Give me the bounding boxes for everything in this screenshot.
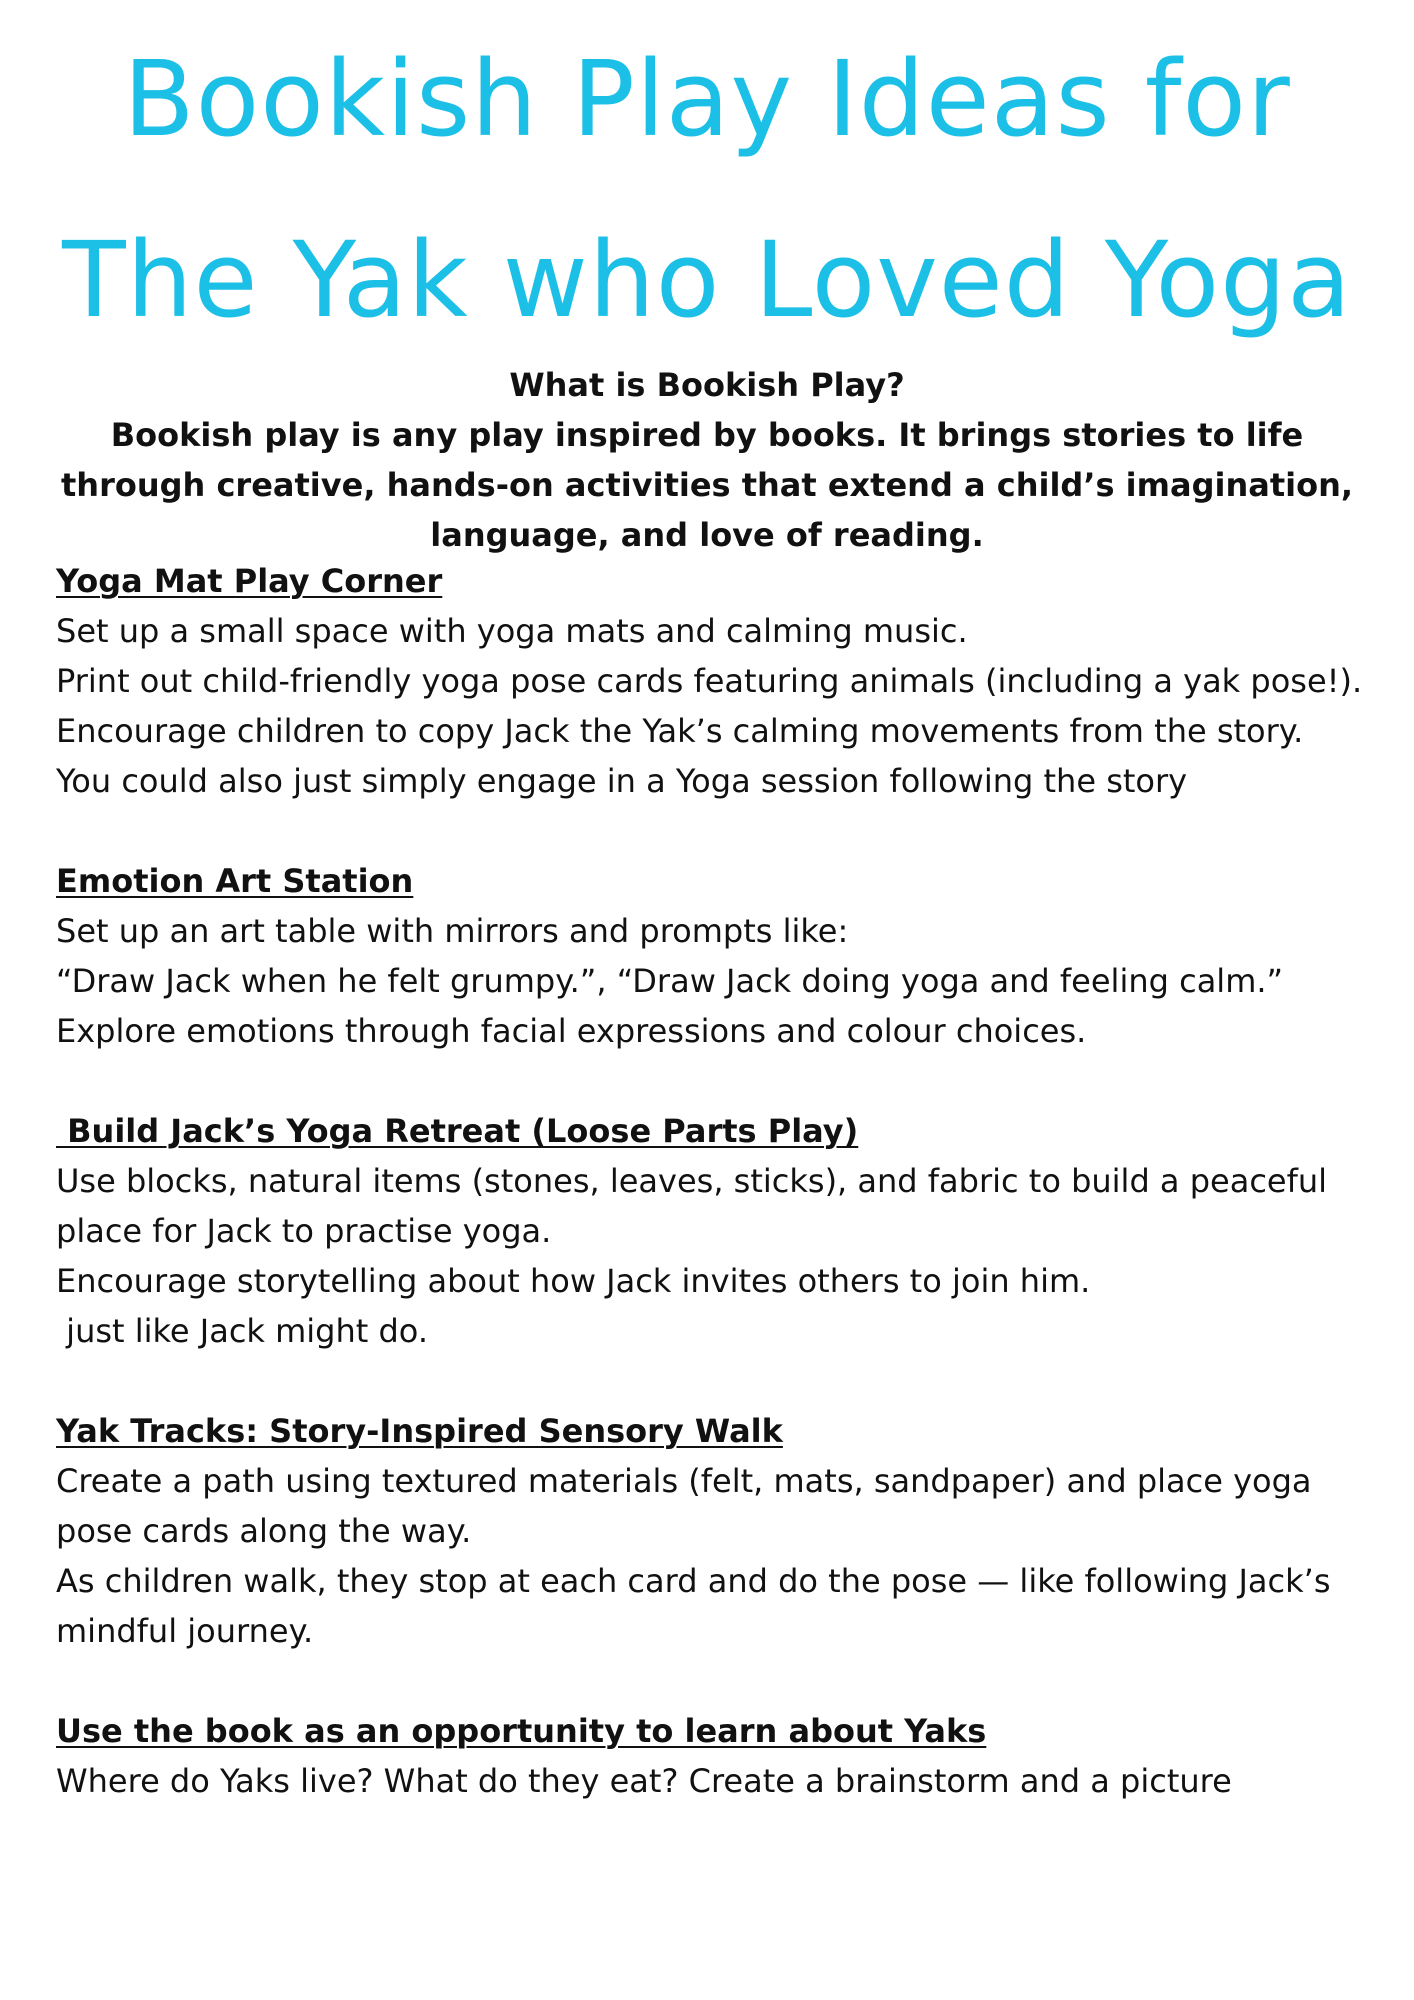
section-heading: Yak Tracks: Story-Inspired Sensory Walk [56,1412,783,1450]
section-line: Encourage children to copy Jack the Yak’s calming movements from the story. [56,712,1304,750]
section-line: Explore emotions through facial expressions and colour choices. [56,1012,1087,1050]
section-line: “Draw Jack when he felt grumpy.”, “Draw Jack doing yoga and feeling calm.” [56,962,1284,1000]
section-yak-tracks-sensory-walk [56,1406,1366,1656]
activity-list [56,556,1366,1856]
title-line-2: The Yak who Loved Yoga [62,219,1352,341]
section-yoga-mat-play-corner [56,556,1366,806]
section-line: Use blocks, natural items (stones, leaves, sticks), and fabric to build a peaceful place for Jack to practise yoga. [56,1162,1328,1250]
title-line-1: Bookish Play Ideas for [123,38,1291,160]
section-heading: Build Jack’s Yoga Retreat (Loose Parts Play) [56,1112,859,1150]
section-line: Print out child-friendly yoga pose cards featuring animals (including a yak pose!). [56,662,1363,700]
section-learn-about-yaks [56,1706,1366,1806]
section-line: Encourage storytelling about how Jack invites others to join him. [56,1262,1091,1300]
section-line: Where do Yaks live? What do they eat? Create a brainstorm and a picture [56,1762,1232,1800]
section-emotion-art-station [56,856,1366,1056]
section-build-jacks-yoga-retreat [56,1106,1366,1356]
section-line: You could also just simply engage in a Yoga session following the story [56,762,1188,800]
intro-answer: Bookish play is any play inspired by books. It brings stories to life through creative, hands-on activities that extend a child’s imagination, language, and love of reading. [60,416,1354,554]
section-heading: Yoga Mat Play Corner [56,562,443,600]
section-heading: Emotion Art Station [56,862,414,900]
intro-block [40,360,1374,560]
section-line: just like Jack might do. [56,1312,428,1350]
intro-question: What is Bookish Play? [509,366,905,404]
section-line: Set up an art table with mirrors and prompts like: [56,912,849,950]
section-line: Create a path using textured materials (felt, mats, sandpaper) and place yoga pose cards along the way. [56,1462,1312,1550]
section-line: Set up a small space with yoga mats and calming music. [56,612,968,650]
section-line: As children walk, they stop at each card and do the pose — like following Jack’s mindful journey. [56,1562,1331,1650]
section-heading: Use the book as an opportunity to learn about Yaks [56,1712,987,1750]
